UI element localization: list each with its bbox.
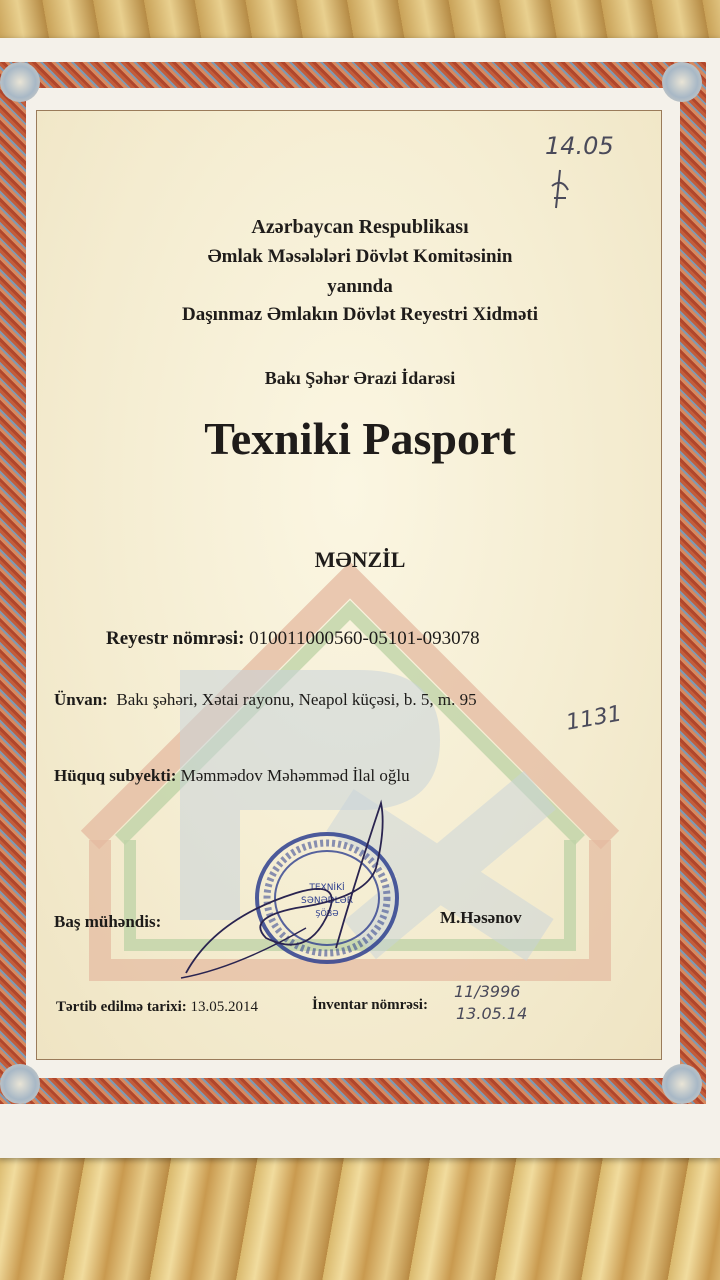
document-title: Texniki Pasport: [204, 413, 516, 464]
engineer-name: M.Həsənov: [440, 908, 522, 927]
corner-ornament-icon: [662, 62, 702, 102]
address-row: [54, 690, 477, 710]
date-label: Tərtib edilmə tarixi:: [56, 999, 187, 1015]
svg-text:SƏNƏDLƏR: SƏNƏDLƏR: [301, 896, 353, 906]
handwritten-note-right: 1131: [564, 701, 624, 736]
header-country: Azərbaycan Respublikası: [251, 216, 469, 238]
handwritten-mark-icon: [548, 168, 572, 212]
corner-ornament-icon: [0, 62, 40, 102]
handwritten-note-top: 14.05: [545, 132, 614, 160]
subject-row: [54, 766, 410, 786]
property-type: MƏNZİL: [314, 547, 406, 572]
signature-icon: [176, 798, 396, 988]
address-label: Ünvan:: [54, 690, 108, 709]
subject-label: Hüquq subyekti:: [54, 766, 177, 785]
header-service: Daşınmaz Əmlakın Dövlət Reyestri Xidməti: [182, 304, 538, 325]
corner-ornament-icon: [0, 1064, 40, 1104]
inventory-date: 13.05.14: [456, 1004, 528, 1023]
registry-number-row: [106, 628, 480, 650]
registry-label: Reyestr nömrəsi:: [106, 628, 245, 649]
engineer-label: Baş mühəndis:: [54, 912, 162, 931]
background-cloth-bottom: [0, 1150, 720, 1280]
date-row: [56, 999, 258, 1016]
engineer-row: [54, 912, 161, 932]
header-yaninda: yanında: [327, 276, 393, 297]
corner-ornament-icon: [662, 1064, 702, 1104]
inventory-value: 11/3996: [454, 982, 521, 1001]
date-value: 13.05.2014: [190, 999, 259, 1015]
address-value: Bakı şəhəri, Xətai rayonu, Neapol küçəsi, b. 5, m. 95: [116, 690, 477, 709]
subject-value: Məmmədov Məhəmməd İlal oğlu: [180, 766, 410, 785]
svg-text:ŞÖBƏ: ŞÖBƏ: [315, 909, 339, 918]
registry-value: 010011000560-05101-093078: [249, 628, 480, 649]
svg-text:TEXNİKİ: TEXNİKİ: [309, 883, 345, 893]
header-committee: Əmlak Məsələləri Dövlət Komitəsinin: [207, 246, 513, 267]
inventory-label: İnventar nömrəsi:: [312, 997, 428, 1013]
office-name: Bakı Şəhər Ərazi İdarəsi: [264, 368, 456, 388]
